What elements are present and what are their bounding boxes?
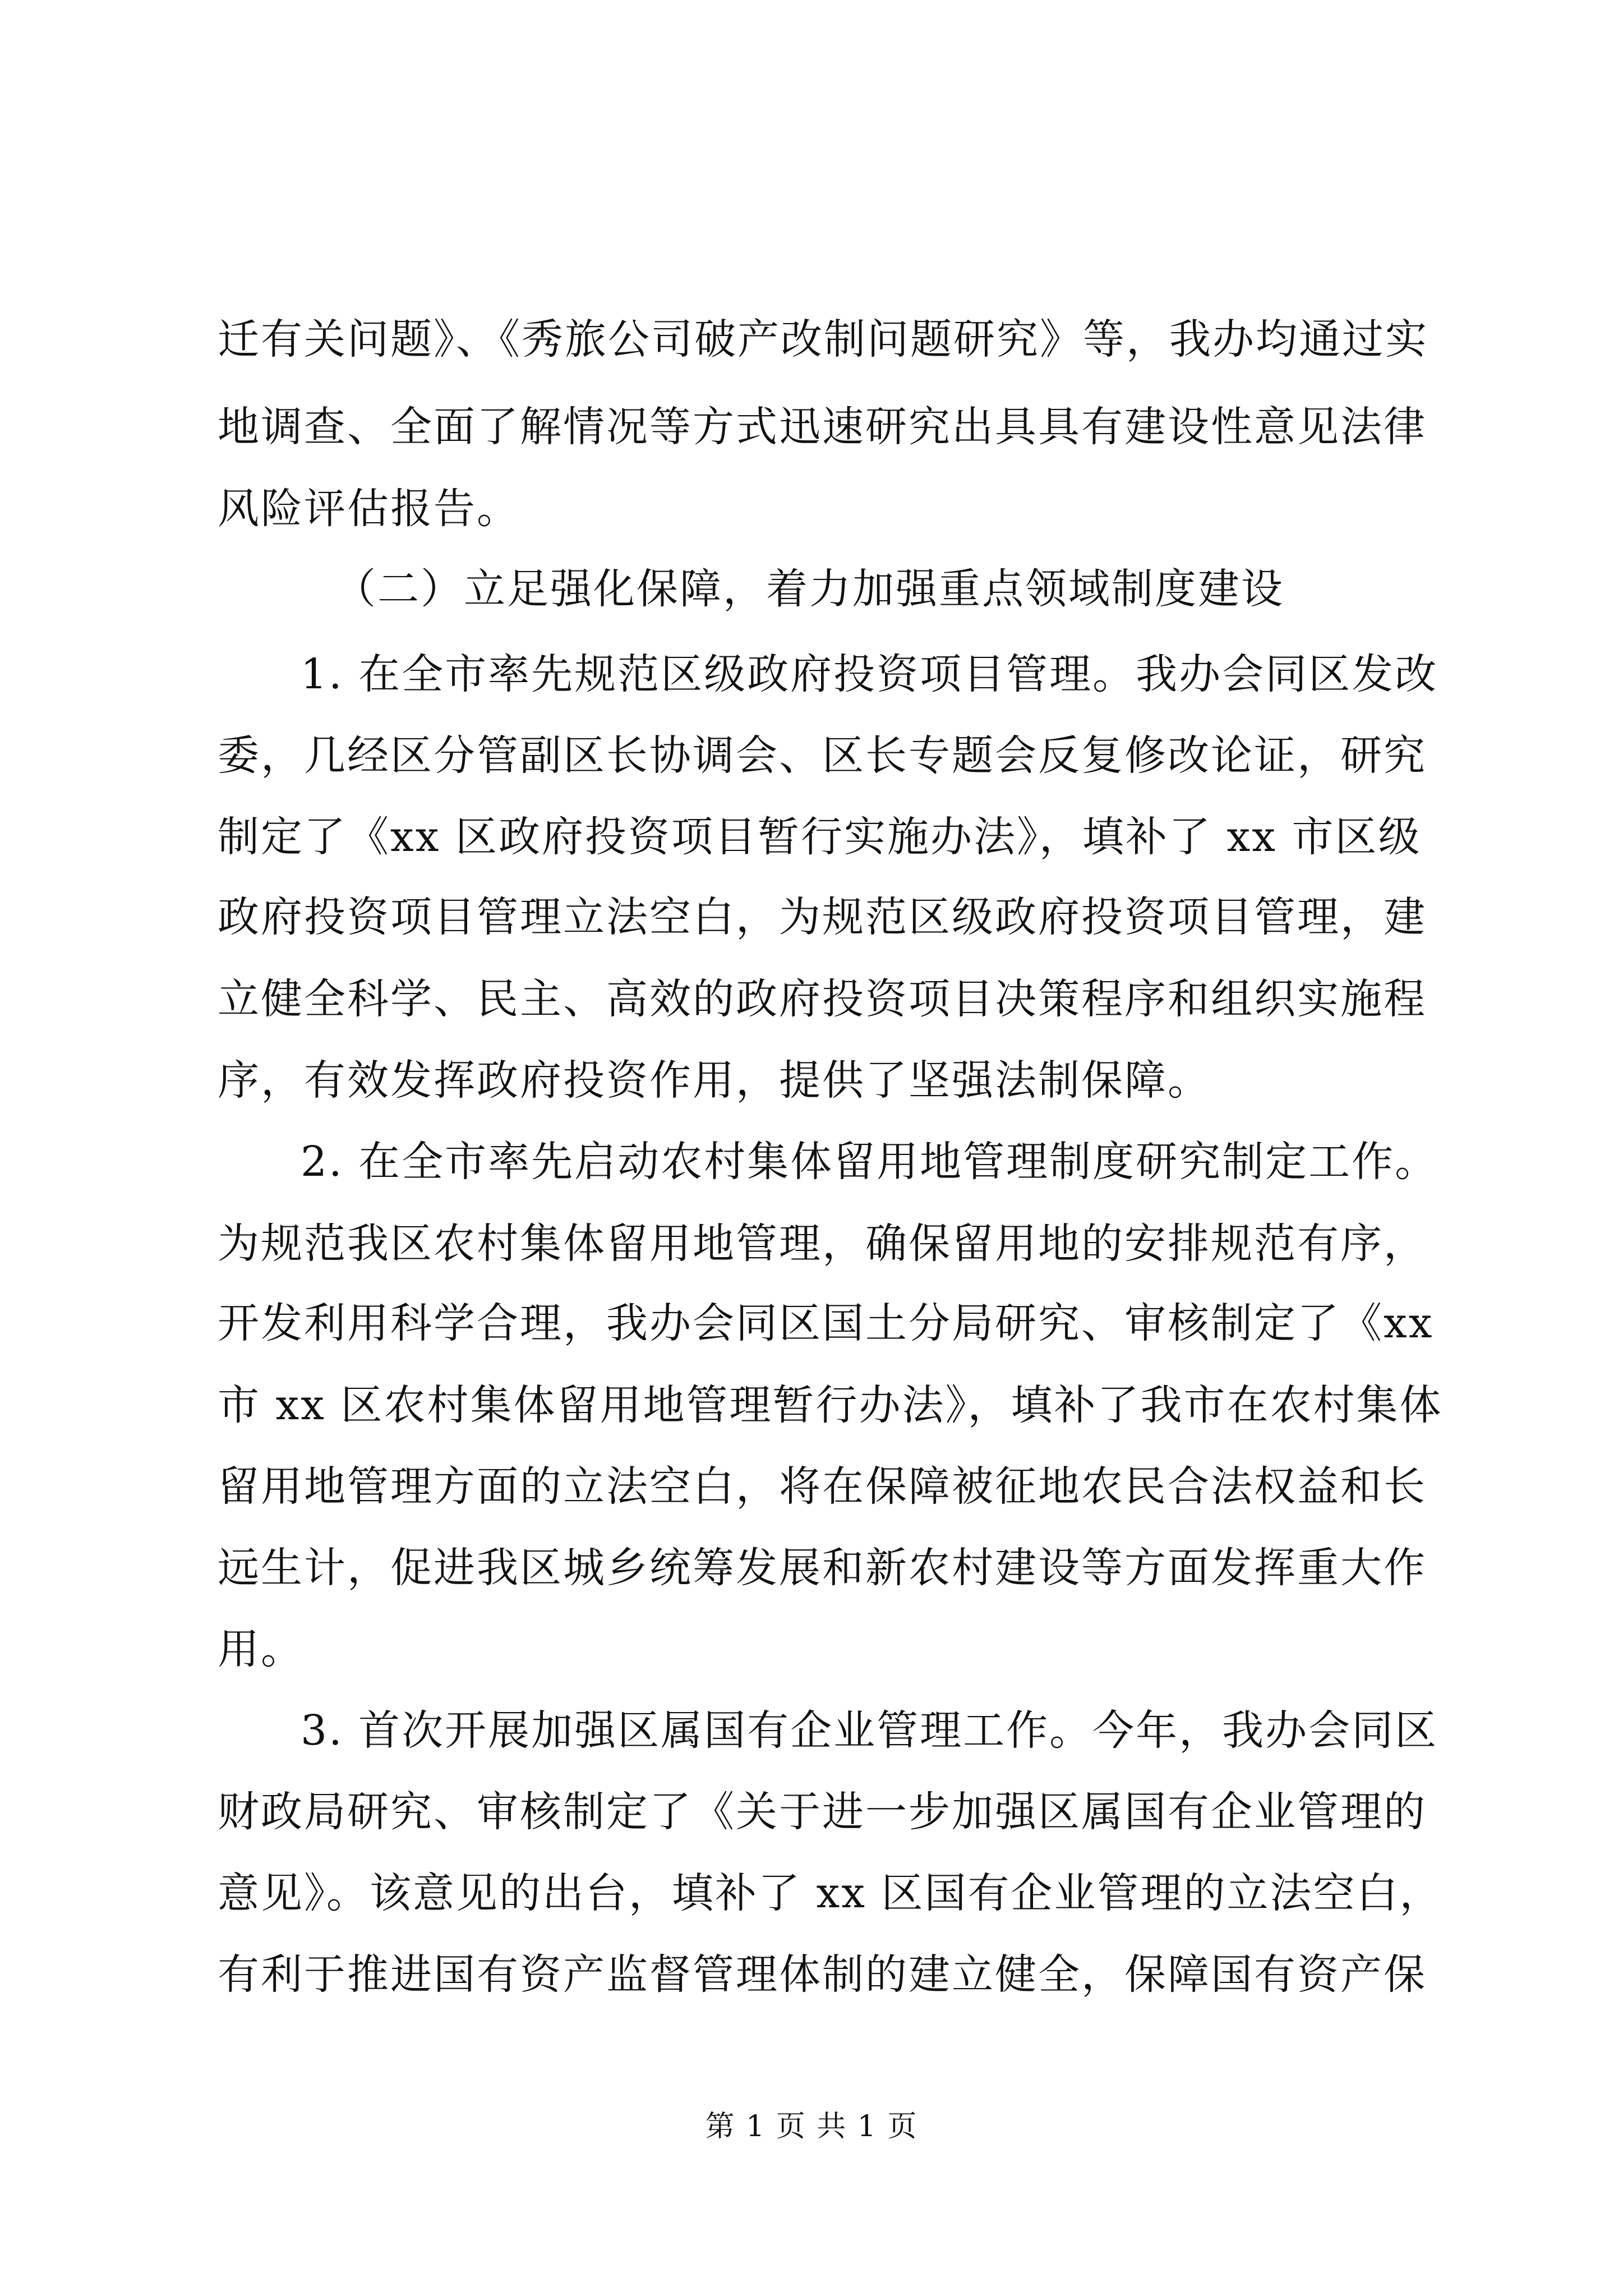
text-line: 远生计，促进我区城乡统筹发展和新农村建设等方面发挥重大作 bbox=[218, 1544, 1427, 1592]
text-line: 委，几经区分管副区长协调会、区长专题会反复修改论证，研究 bbox=[218, 731, 1427, 780]
text-line: 政府投资项目管理立法空白，为规范区级政府投资项目管理，建 bbox=[218, 893, 1427, 941]
text-line: 风险评估报告。 bbox=[218, 485, 520, 533]
text-line: 制定了《xx 区政府投资项目暂行实施办法》，填补了 xx 市区级 bbox=[218, 813, 1422, 861]
text-line: 意见》。该意见的出台，填补了 xx 区国有企业管理的立法空白， bbox=[218, 1869, 1443, 1917]
page-number: 第 1 页 共 1 页 bbox=[705, 2110, 918, 2143]
text-line: 2. 在全市率先启动农村集体留用地管理制度研究制定工作。 bbox=[301, 1138, 1438, 1186]
text-line: 财政局研究、审核制定了《关于进一步加强区属国有企业管理的 bbox=[218, 1788, 1427, 1836]
text-line: 市 xx 区农村集体留用地管理暂行办法》，填补了我市在农村集体 bbox=[218, 1381, 1443, 1429]
text-line: 地调查、全面了解情况等方式迅速研究出具具有建设性意见法律 bbox=[218, 403, 1427, 451]
text-line: 为规范我区农村集体留用地管理，确保留用地的安排规范有序， bbox=[218, 1220, 1427, 1268]
text-line: 留用地管理方面的立法空白，将在保障被征地农民合法权益和长 bbox=[218, 1462, 1427, 1511]
text-line: 开发利用科学合理，我办会同区国土分局研究、审核制定了《xx bbox=[218, 1299, 1434, 1347]
text-line: 用。 bbox=[218, 1625, 304, 1673]
text-line: 3. 首次开展加强区属国有企业管理工作。今年，我办会同区 bbox=[301, 1706, 1438, 1755]
text-line: 迁有关问题》、《秀旅公司破产改制问题研究》等，我办均通过实 bbox=[218, 315, 1428, 364]
text-line: 立健全科学、民主、高效的政府投资项目决策程序和组织实施程 bbox=[218, 975, 1427, 1023]
text-line: 有利于推进国有资产监督管理体制的建立健全，保障国有资产保 bbox=[218, 1950, 1427, 1999]
section-heading: （二）立足强化保障，着力加强重点领域制度建设 bbox=[334, 565, 1284, 613]
text-line: 1. 在全市率先规范区级政府投资项目管理。我办会同区发改 bbox=[301, 650, 1438, 698]
text-line: 序，有效发挥政府投资作用，提供了坚强法制保障。 bbox=[218, 1056, 1211, 1105]
